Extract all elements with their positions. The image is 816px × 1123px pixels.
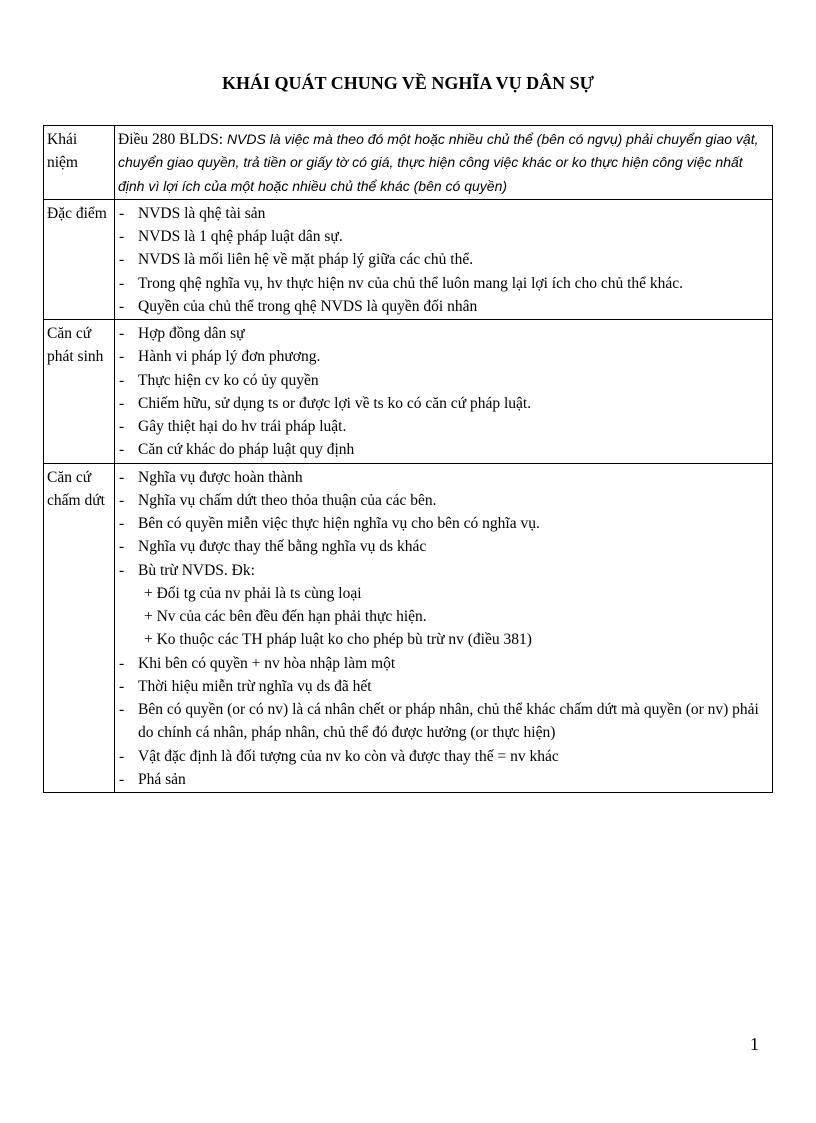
table-row [44,199,773,319]
label-line: Khái [47,131,78,148]
label-line: niệm [47,154,78,172]
list-item: - Bù trừ NVDS. Đk: [118,559,769,582]
list-item: - Nghĩa vụ chấm dứt theo thỏa thuận của các bên. [118,489,769,512]
label-line: Căn cứ [47,325,92,342]
sub-item: + Đối tg của nv phải là ts cùng loại [144,584,362,602]
origin-cell [115,320,773,464]
list-item: - Căn cứ khác do pháp luật quy định [118,438,769,461]
list-item: - Phá sản [118,768,769,791]
list-item: - Nghĩa vụ được thay thế bằng nghĩa vụ ds khác [118,535,769,558]
definition-lead: Điều 280 BLDS: [118,131,227,148]
list-item: - Bên có quyền miễn việc thực hiện nghĩa vụ cho bên có nghĩa vụ. [118,512,769,535]
row-label [44,320,115,464]
list-item: - Vật đặc định là đối tượng của nv ko còn và được thay thế = nv khác [118,745,769,768]
table-row [44,320,773,464]
list-item: - Bên có quyền (or có nv) là cá nhân chết or pháp nhân, chủ thể khác chấm dứt mà quyền (or nv) phải do chính cá nhân, pháp nhân, chủ thể đó được hưởng (or thực hiện) [118,698,769,745]
features-list [118,202,769,318]
list-item: - Chiếm hữu, sử dụng ts or được lợi về ts ko có căn cứ pháp luật. [118,392,769,415]
row-label [44,126,115,200]
definition-cell [115,126,773,200]
list-item: - NVDS là 1 qhệ pháp luật dân sự. [118,225,769,248]
label-line: chấm dứt [47,491,105,509]
definition-text: NVDS là việc mà theo đó một hoặc nhiều chủ thể (bên có ngvụ) phải chuyển giao vật, chuyển giao quyền, trả tiền or giấy tờ có giá, thực hiện công việc khác or ko thực hiện công việc nhất định vì lợi ích của một hoặc nhiều chủ thể khác (bên có quyền) [118,131,759,194]
origin-list [118,322,769,462]
list-item: - Quyền của chủ thể trong qhệ NVDS là quyền đối nhân [118,295,769,318]
list-item: - NVDS là qhệ tài sản [118,202,769,225]
list-item: - Nghĩa vụ được hoàn thành [118,466,769,489]
list-item: - Gây thiệt hại do hv trái pháp luật. [118,415,769,438]
list-item: - Trong qhệ nghĩa vụ, hv thực hiện nv của chủ thể luôn mang lại lợi ích cho chủ thể khác. [118,272,769,295]
row-label [44,463,115,793]
list-item: - NVDS là mối liên hệ về mặt pháp lý giữa các chủ thể. [118,248,769,271]
termination-cell [115,463,773,793]
sub-item: + Nv của các bên đều đến hạn phải thực hiện. [144,608,427,625]
features-cell [115,199,773,319]
page-title: KHÁI QUÁT CHUNG VỀ NGHĨA VỤ DÂN SỰ [222,73,594,93]
list-item: - Hành vi pháp lý đơn phương. [118,345,769,368]
termination-list-continued [118,652,769,792]
row-label [44,199,115,319]
table-row [44,126,773,200]
label-line: Căn cứ [47,468,92,486]
page-number: 1 [750,1034,759,1054]
list-item: - Khi bên có quyền + nv hòa nhập làm một [118,652,769,675]
overview-table [43,125,773,793]
list-item: - Hợp đồng dân sự [118,322,769,345]
list-item: - Thời hiệu miễn trừ nghĩa vụ ds đã hết [118,675,769,698]
table-row [44,463,773,793]
label-line: Đặc điểm [47,204,107,222]
termination-list [118,466,769,582]
label-line: phát sinh [47,348,104,366]
sub-item: + Ko thuộc các TH pháp luật ko cho phép bù trừ nv (điều 381) [144,631,532,649]
list-item: - Thực hiện cv ko có ủy quyền [118,369,769,392]
offset-conditions [118,582,769,652]
